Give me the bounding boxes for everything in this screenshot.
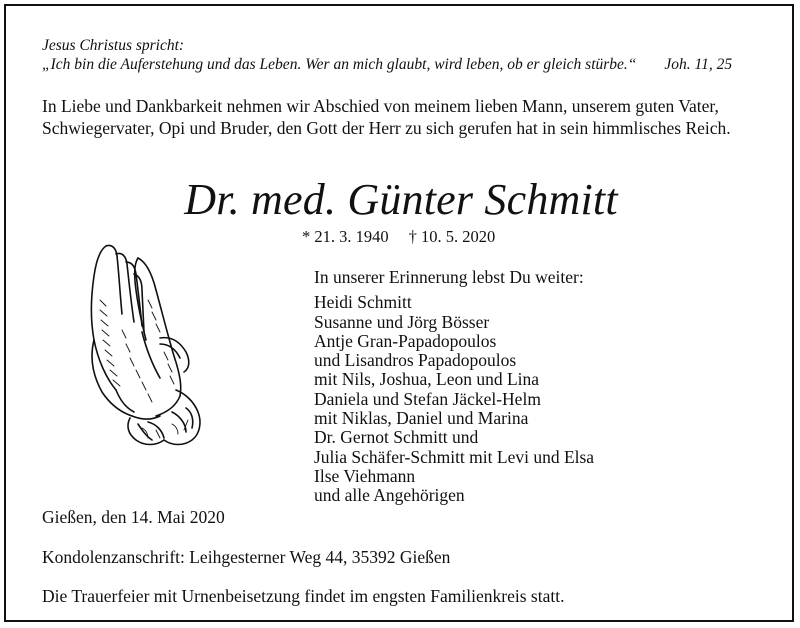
obituary-notice	[4, 4, 794, 622]
mourners-lead: In unserer Erinnerung lebst Du weiter:	[314, 267, 584, 287]
birth-date: * 21. 3. 1940	[302, 227, 389, 246]
mourner-name: Antje Gran-Papadopoulos	[314, 330, 497, 351]
bible-quote	[42, 36, 762, 74]
funeral-note: Die Trauerfeier mit Urnenbeisetzung findet im engsten Familienkreis statt.	[42, 586, 565, 606]
mourner-name: Julia Schäfer-Schmitt mit Levi und Elsa	[314, 446, 595, 467]
condolence-address: Kondolenzanschrift: Leihgesterner Weg 44, 35392 Gießen	[42, 547, 451, 567]
quote-reference: Joh. 11, 25	[664, 56, 733, 73]
mourner-name: Ilse Viehmann	[314, 465, 416, 486]
life-dates	[302, 227, 495, 247]
mourner-name: und alle Angehörigen	[314, 485, 465, 506]
death-date: † 10. 5. 2020	[408, 227, 496, 246]
praying-hands-icon	[76, 240, 208, 452]
deceased-name: Dr. med. Günter Schmitt	[184, 175, 618, 224]
mourner-name: Heidi Schmitt	[314, 292, 412, 313]
quote-text: „Ich bin die Auferstehung und das Leben. Wer an mich glaubt, wird leben, ob er gleich stürbe.“	[42, 56, 637, 73]
mourner-name: Susanne und Jörg Bösser	[314, 311, 490, 332]
quote-speaker: Jesus Christus spricht:	[42, 37, 185, 54]
mourner-name: mit Nils, Joshua, Leon und Lina	[314, 369, 540, 390]
mourner-name: Daniela und Stefan Jäckel-Helm	[314, 388, 541, 409]
mourner-name: und Lisandros Papadopoulos	[314, 350, 517, 371]
mourner-name: Dr. Gernot Schmitt und	[314, 427, 479, 448]
intro-text: In Liebe und Dankbarkeit nehmen wir Abschied von meinem lieben Mann, unserem guten Vater, Schwiegervater, Opi und Bruder, den Gott der Herr zu sich gerufen hat in sein himmlisches Reich.	[42, 96, 731, 138]
place-and-date: Gießen, den 14. Mai 2020	[42, 507, 225, 527]
mourner-name: mit Niklas, Daniel und Marina	[314, 408, 529, 429]
mourners-list	[314, 268, 594, 506]
quote-line	[42, 55, 762, 74]
